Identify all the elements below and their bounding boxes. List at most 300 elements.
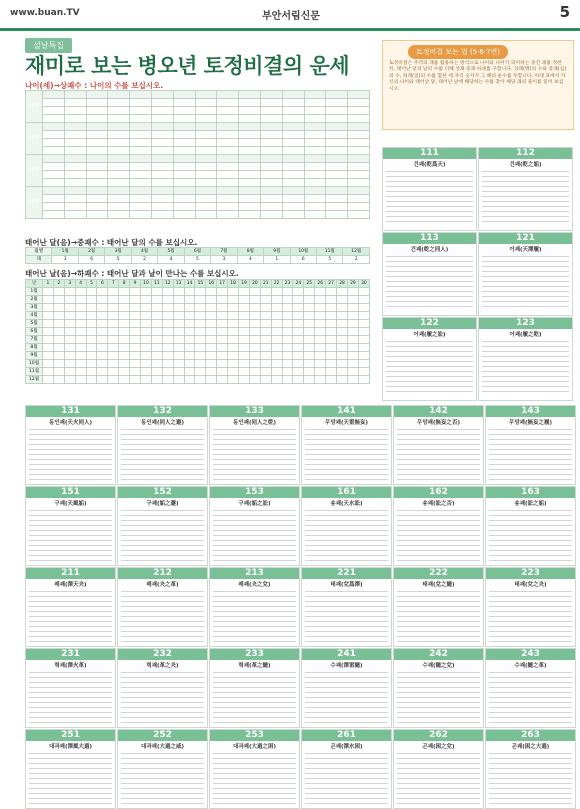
fortune-box-title: 대과괘(澤風大過) bbox=[49, 744, 92, 750]
day-value-cell bbox=[184, 288, 195, 296]
day-value-cell bbox=[151, 296, 162, 304]
fortune-box-title: 수괘(隨之兌) bbox=[422, 663, 455, 669]
text-line bbox=[121, 702, 204, 703]
text-line bbox=[213, 626, 296, 627]
text-line bbox=[386, 276, 473, 277]
day-value-cell bbox=[206, 296, 217, 304]
day-value-cell bbox=[326, 344, 337, 352]
text-line bbox=[397, 783, 480, 784]
text-line bbox=[213, 722, 296, 723]
month-value-cell: 2 bbox=[343, 256, 370, 264]
text-line bbox=[305, 707, 388, 708]
age-cell bbox=[130, 163, 152, 171]
day-header-cell: 11 bbox=[151, 280, 162, 288]
fortune-box-title: 건괘(乾之同人) bbox=[410, 247, 449, 253]
text-line bbox=[489, 520, 572, 521]
age-cell bbox=[217, 139, 239, 147]
day-value-cell bbox=[173, 352, 184, 360]
day-value-cell bbox=[195, 288, 206, 296]
day-value-cell bbox=[162, 376, 173, 384]
age-cell bbox=[151, 115, 173, 123]
day-value-cell bbox=[228, 320, 239, 328]
age-cell bbox=[43, 107, 65, 115]
age-cell bbox=[43, 211, 65, 219]
text-line bbox=[482, 266, 569, 267]
text-line bbox=[121, 687, 204, 688]
day-value-cell bbox=[53, 336, 64, 344]
text-line bbox=[29, 636, 112, 637]
month-head-label: 월별 bbox=[26, 248, 52, 256]
text-line bbox=[489, 677, 572, 678]
day-value-cell bbox=[347, 304, 358, 312]
age-cell bbox=[151, 171, 173, 179]
text-line bbox=[213, 464, 296, 465]
text-line bbox=[121, 530, 204, 531]
age-cell bbox=[86, 187, 108, 195]
age-cell bbox=[217, 163, 239, 171]
text-line bbox=[305, 641, 388, 642]
fortune-box-number: 133 bbox=[210, 406, 299, 417]
text-line bbox=[489, 758, 572, 759]
text-line bbox=[397, 444, 480, 445]
age-cell bbox=[173, 179, 195, 187]
day-value-cell bbox=[43, 360, 54, 368]
day-value-cell bbox=[293, 376, 304, 384]
day-value-cell bbox=[228, 336, 239, 344]
text-line bbox=[397, 803, 480, 804]
text-line bbox=[305, 687, 388, 688]
day-value-cell bbox=[184, 328, 195, 336]
text-line bbox=[386, 376, 473, 377]
text-line bbox=[213, 510, 296, 511]
age-cell bbox=[151, 187, 173, 195]
text-line bbox=[121, 803, 204, 804]
age-cell bbox=[348, 147, 370, 155]
day-value-cell bbox=[293, 360, 304, 368]
day-value-cell bbox=[162, 368, 173, 376]
age-cell bbox=[86, 195, 108, 203]
day-value-cell bbox=[239, 328, 250, 336]
day-value-cell bbox=[293, 328, 304, 336]
fortune-box bbox=[382, 147, 477, 231]
age-cell bbox=[43, 99, 65, 107]
age-cell bbox=[217, 155, 239, 163]
age-cell bbox=[304, 211, 326, 219]
fortune-box bbox=[25, 405, 116, 485]
day-value-cell bbox=[141, 320, 152, 328]
age-cell bbox=[304, 195, 326, 203]
age-cell bbox=[86, 203, 108, 211]
text-line bbox=[482, 286, 569, 287]
day-value-cell bbox=[337, 304, 348, 312]
text-line bbox=[29, 763, 112, 764]
text-line bbox=[397, 702, 480, 703]
text-line bbox=[489, 560, 572, 561]
day-value-cell bbox=[119, 344, 130, 352]
age-cell bbox=[86, 155, 108, 163]
age-cell bbox=[64, 171, 86, 179]
day-value-cell bbox=[173, 304, 184, 312]
day-header-cell: 24 bbox=[293, 280, 304, 288]
text-line bbox=[489, 530, 572, 531]
fortune-box bbox=[25, 486, 116, 566]
text-line bbox=[29, 621, 112, 622]
text-line bbox=[489, 596, 572, 597]
text-line bbox=[213, 434, 296, 435]
age-cell bbox=[239, 203, 261, 211]
age-cell bbox=[130, 123, 152, 131]
day-value-cell bbox=[260, 352, 271, 360]
text-line bbox=[482, 191, 569, 192]
text-line bbox=[29, 783, 112, 784]
day-value-cell bbox=[162, 296, 173, 304]
day-row-label: 6월 bbox=[26, 328, 43, 336]
text-line bbox=[213, 702, 296, 703]
age-cell bbox=[304, 139, 326, 147]
text-line bbox=[482, 296, 569, 297]
day-value-cell bbox=[315, 328, 326, 336]
text-line bbox=[305, 672, 388, 673]
fortune-box-title: 혁괘(澤火革) bbox=[54, 663, 87, 669]
text-line bbox=[29, 803, 112, 804]
age-cell bbox=[260, 179, 282, 187]
age-cell bbox=[282, 155, 304, 163]
fortune-box-number: 232 bbox=[118, 649, 207, 660]
age-cell bbox=[282, 195, 304, 203]
text-line bbox=[305, 449, 388, 450]
text-line bbox=[397, 697, 480, 698]
text-line bbox=[29, 707, 112, 708]
age-cell bbox=[348, 139, 370, 147]
day-value-cell bbox=[206, 368, 217, 376]
day-value-cell bbox=[260, 360, 271, 368]
fortune-box-number: 242 bbox=[394, 649, 483, 660]
age-cell bbox=[173, 187, 195, 195]
day-value-cell bbox=[282, 320, 293, 328]
text-line bbox=[29, 753, 112, 754]
month-header-cell: 11월 bbox=[316, 248, 342, 256]
age-cell bbox=[282, 115, 304, 123]
age-cell bbox=[195, 187, 217, 195]
day-value-cell bbox=[130, 288, 141, 296]
text-line bbox=[213, 697, 296, 698]
text-line bbox=[489, 429, 572, 430]
age-cell bbox=[348, 131, 370, 139]
text-line bbox=[29, 717, 112, 718]
text-line bbox=[29, 697, 112, 698]
text-line bbox=[397, 616, 480, 617]
day-value-cell bbox=[151, 360, 162, 368]
text-line bbox=[386, 196, 473, 197]
day-value-cell bbox=[239, 376, 250, 384]
age-cell bbox=[195, 179, 217, 187]
fortune-box-title: 태괘(兌爲澤) bbox=[330, 582, 363, 588]
day-value-cell bbox=[141, 328, 152, 336]
age-cell bbox=[173, 171, 195, 179]
day-value-cell bbox=[43, 336, 54, 344]
day-value-cell bbox=[347, 376, 358, 384]
age-cell bbox=[108, 99, 130, 107]
month-value-cell: 5 bbox=[105, 256, 131, 264]
fortune-box-title: 태괘(兌之夬) bbox=[514, 582, 547, 588]
age-cell bbox=[348, 203, 370, 211]
age-cell bbox=[239, 91, 261, 99]
day-value-cell bbox=[86, 368, 97, 376]
text-line bbox=[305, 606, 388, 607]
day-value-cell bbox=[130, 368, 141, 376]
text-line bbox=[305, 530, 388, 531]
age-cell bbox=[195, 147, 217, 155]
day-header-cell: 27 bbox=[326, 280, 337, 288]
text-line bbox=[489, 697, 572, 698]
day-value-cell bbox=[260, 376, 271, 384]
day-value-cell bbox=[75, 328, 86, 336]
text-line bbox=[489, 763, 572, 764]
day-value-cell bbox=[282, 352, 293, 360]
text-line bbox=[29, 758, 112, 759]
age-cell bbox=[260, 115, 282, 123]
age-cell bbox=[260, 107, 282, 115]
fortune-box bbox=[382, 232, 477, 316]
day-header-cell: 22 bbox=[271, 280, 282, 288]
day-value-cell bbox=[249, 336, 260, 344]
age-cell bbox=[326, 91, 348, 99]
day-value-cell bbox=[293, 296, 304, 304]
fortune-box-title: 이괘(天澤履) bbox=[509, 247, 542, 253]
age-cell bbox=[86, 123, 108, 131]
age-cell bbox=[130, 211, 152, 219]
day-value-cell bbox=[97, 288, 108, 296]
day-value-cell bbox=[249, 328, 260, 336]
age-cell bbox=[64, 91, 86, 99]
fortune-box-title: 동인괘(天火同人) bbox=[49, 420, 92, 426]
age-cell bbox=[130, 107, 152, 115]
day-header-cell: 25 bbox=[304, 280, 315, 288]
day-value-cell bbox=[130, 312, 141, 320]
text-line bbox=[489, 550, 572, 551]
text-line bbox=[489, 702, 572, 703]
day-value-cell bbox=[293, 344, 304, 352]
day-value-cell bbox=[337, 312, 348, 320]
text-line bbox=[121, 631, 204, 632]
day-value-cell bbox=[282, 336, 293, 344]
text-line bbox=[489, 793, 572, 794]
day-value-cell bbox=[97, 352, 108, 360]
fortune-box-title: 이괘(履之乾) bbox=[509, 332, 542, 338]
day-value-cell bbox=[130, 328, 141, 336]
day-value-cell bbox=[347, 328, 358, 336]
day-value-cell bbox=[97, 320, 108, 328]
text-line bbox=[397, 788, 480, 789]
day-value-cell bbox=[260, 344, 271, 352]
day-value-cell bbox=[130, 336, 141, 344]
age-cell bbox=[64, 203, 86, 211]
fortune-box-number: 123 bbox=[479, 318, 572, 329]
how-to-box bbox=[382, 40, 574, 130]
age-cell bbox=[43, 91, 65, 99]
day-value-cell bbox=[337, 288, 348, 296]
month-value-cell: 1 bbox=[264, 256, 290, 264]
text-line bbox=[29, 454, 112, 455]
age-cell bbox=[239, 107, 261, 115]
text-line bbox=[482, 271, 569, 272]
day-value-cell bbox=[206, 328, 217, 336]
day-table bbox=[25, 279, 370, 384]
text-line bbox=[29, 560, 112, 561]
age-table bbox=[25, 90, 370, 219]
day-row-label: 5월 bbox=[26, 320, 43, 328]
text-line bbox=[397, 596, 480, 597]
text-line bbox=[213, 753, 296, 754]
day-value-cell bbox=[86, 376, 97, 384]
text-line bbox=[305, 793, 388, 794]
day-value-cell bbox=[64, 336, 75, 344]
text-line bbox=[489, 454, 572, 455]
text-line bbox=[386, 191, 473, 192]
text-line bbox=[489, 540, 572, 541]
text-line bbox=[397, 672, 480, 673]
text-line bbox=[482, 391, 569, 392]
text-line bbox=[386, 216, 473, 217]
text-line bbox=[305, 535, 388, 536]
age-cell bbox=[195, 195, 217, 203]
day-header-cell: 10 bbox=[141, 280, 152, 288]
day-value-cell bbox=[217, 344, 228, 352]
text-line bbox=[121, 626, 204, 627]
text-line bbox=[482, 276, 569, 277]
day-value-cell bbox=[64, 288, 75, 296]
fortune-box-title: 건괘(乾之姤) bbox=[509, 162, 542, 168]
fortune-box bbox=[117, 567, 208, 647]
day-value-cell bbox=[282, 296, 293, 304]
age-cell bbox=[64, 115, 86, 123]
text-line bbox=[482, 381, 569, 382]
age-cell bbox=[239, 99, 261, 107]
text-line bbox=[121, 783, 204, 784]
text-line bbox=[489, 722, 572, 723]
day-value-cell bbox=[119, 312, 130, 320]
text-line bbox=[213, 459, 296, 460]
fortune-box-title: 동인괘(同人之遯) bbox=[141, 420, 184, 426]
fortune-box-number: 132 bbox=[118, 406, 207, 417]
day-value-cell bbox=[239, 352, 250, 360]
text-line bbox=[213, 621, 296, 622]
text-line bbox=[121, 621, 204, 622]
text-line bbox=[489, 631, 572, 632]
fortune-box-title: 대과괘(大過之咸) bbox=[141, 744, 184, 750]
day-value-cell bbox=[75, 288, 86, 296]
text-line bbox=[489, 525, 572, 526]
day-value-cell bbox=[162, 336, 173, 344]
day-value-cell bbox=[119, 368, 130, 376]
age-cell bbox=[239, 195, 261, 203]
text-line bbox=[305, 631, 388, 632]
text-line bbox=[121, 641, 204, 642]
day-value-cell bbox=[43, 320, 54, 328]
day-value-cell bbox=[337, 336, 348, 344]
age-cell bbox=[108, 91, 130, 99]
text-line bbox=[121, 677, 204, 678]
day-value-cell bbox=[326, 320, 337, 328]
text-line bbox=[482, 386, 569, 387]
day-value-cell bbox=[326, 368, 337, 376]
age-cell bbox=[260, 123, 282, 131]
text-line bbox=[305, 550, 388, 551]
text-line bbox=[489, 464, 572, 465]
text-line bbox=[213, 692, 296, 693]
text-line bbox=[482, 351, 569, 352]
age-cell bbox=[217, 171, 239, 179]
age-cell bbox=[108, 107, 130, 115]
day-header-cell: 30 bbox=[358, 280, 369, 288]
day-value-cell bbox=[260, 304, 271, 312]
age-cell bbox=[151, 179, 173, 187]
text-line bbox=[29, 525, 112, 526]
day-value-cell bbox=[162, 328, 173, 336]
day-value-cell bbox=[217, 336, 228, 344]
age-cell bbox=[130, 115, 152, 123]
day-value-cell bbox=[162, 360, 173, 368]
fortune-box-title: 쾌괘(夬之兌) bbox=[238, 582, 271, 588]
how-to-title: 토정비결 보는 법 (5·6·7번) bbox=[408, 45, 508, 59]
day-value-cell bbox=[347, 296, 358, 304]
day-value-cell bbox=[326, 312, 337, 320]
age-cell bbox=[217, 107, 239, 115]
age-cell bbox=[86, 99, 108, 107]
day-value-cell bbox=[151, 344, 162, 352]
age-row-label: 나이 bbox=[26, 187, 43, 219]
text-line bbox=[213, 616, 296, 617]
text-line bbox=[482, 206, 569, 207]
age-cell bbox=[304, 171, 326, 179]
text-line bbox=[305, 768, 388, 769]
text-line bbox=[489, 692, 572, 693]
day-value-cell bbox=[184, 360, 195, 368]
text-line bbox=[121, 682, 204, 683]
age-cell bbox=[130, 155, 152, 163]
age-cell bbox=[108, 147, 130, 155]
age-cell bbox=[304, 107, 326, 115]
text-line bbox=[213, 469, 296, 470]
age-cell bbox=[108, 123, 130, 131]
day-value-cell bbox=[108, 344, 119, 352]
month-value-cell: 4 bbox=[237, 256, 263, 264]
age-cell bbox=[195, 163, 217, 171]
day-value-cell bbox=[108, 352, 119, 360]
day-value-cell bbox=[271, 336, 282, 344]
day-value-cell bbox=[97, 304, 108, 312]
age-cell bbox=[173, 147, 195, 155]
day-value-cell bbox=[293, 312, 304, 320]
day-value-cell bbox=[108, 336, 119, 344]
fortune-box bbox=[485, 405, 576, 485]
text-line bbox=[29, 591, 112, 592]
month-value-cell: 5 bbox=[184, 256, 210, 264]
age-cell bbox=[173, 155, 195, 163]
text-line bbox=[213, 606, 296, 607]
day-value-cell bbox=[151, 288, 162, 296]
day-value-cell bbox=[228, 352, 239, 360]
fortune-box bbox=[301, 648, 392, 728]
text-line bbox=[482, 301, 569, 302]
text-line bbox=[213, 439, 296, 440]
day-value-cell bbox=[64, 328, 75, 336]
age-cell bbox=[151, 195, 173, 203]
text-line bbox=[121, 545, 204, 546]
day-value-cell bbox=[347, 352, 358, 360]
age-cell bbox=[130, 203, 152, 211]
day-value-cell bbox=[195, 368, 206, 376]
